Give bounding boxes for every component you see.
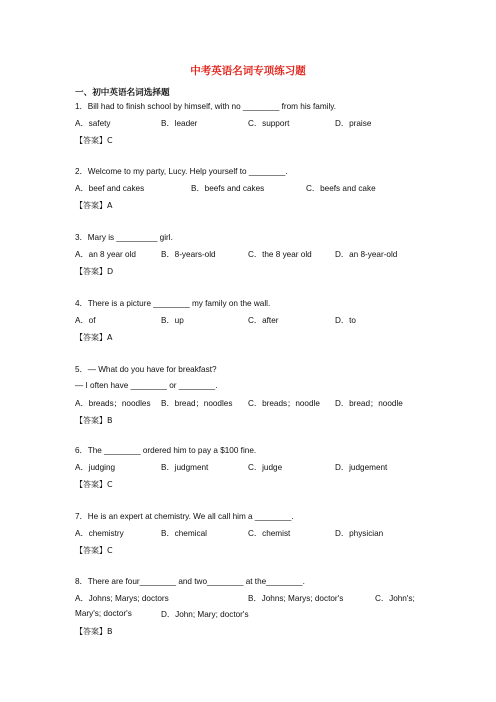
- option-d: D．an 8-year-old: [335, 250, 398, 259]
- option-b: B．8-years-old: [161, 250, 216, 259]
- option-a: A．Johns; Marys; doctors: [75, 594, 169, 603]
- question-stem: 7．He is an expert at chemistry. We all call him a ________.: [75, 512, 294, 521]
- option-a: A．beef and cakes: [75, 184, 145, 193]
- section-heading: 一、初中英语名词选择题: [75, 88, 170, 98]
- option-c: C．John's;: [375, 594, 415, 603]
- option-d: D．to: [335, 316, 356, 325]
- answer: 【答案】B: [75, 416, 113, 425]
- option-d: D．judgement: [335, 463, 388, 472]
- option-d: D．physician: [335, 529, 384, 538]
- answer: 【答案】C: [75, 136, 113, 145]
- option-b: B．up: [161, 316, 184, 325]
- question-stem-line-2: — I often have ________ or ________.: [75, 381, 218, 390]
- option-d: D．bread；noodle: [335, 399, 403, 408]
- option-b: B．bread；noodles: [161, 399, 233, 408]
- answer: 【答案】C: [75, 480, 113, 489]
- option-c-continued: Mary's; doctor's: [75, 609, 132, 618]
- option-b: B．leader: [161, 119, 198, 128]
- option-c: C．breads；noodle: [248, 399, 320, 408]
- option-c: C．after: [248, 316, 279, 325]
- question-stem: 8．There are four________ and two________ at the________.: [75, 577, 305, 586]
- question-stem: 1．Bill had to finish school by himself, with no ________ from his family.: [75, 102, 337, 111]
- option-a: A．an 8 year old: [75, 250, 136, 259]
- question-stem: 4．There is a picture ________ my family on the wall.: [75, 299, 271, 308]
- option-c: C．support: [248, 119, 290, 128]
- option-c: C．chemist: [248, 529, 291, 538]
- option-c: C．the 8 year old: [248, 250, 312, 259]
- option-d: D．praise: [335, 119, 372, 128]
- option-a: A．judging: [75, 463, 116, 472]
- option-b: B．Johns; Marys; doctor's: [248, 594, 344, 603]
- option-a: A．safety: [75, 119, 111, 128]
- option-a: A．of: [75, 316, 96, 325]
- question-stem: 3．Mary is _________ girl.: [75, 233, 173, 242]
- option-b: B．chemical: [161, 529, 207, 538]
- option-c: C．beefs and cake: [306, 184, 376, 193]
- question-stem: 2．Welcome to my party, Lucy. Help yourself to ________.: [75, 167, 288, 176]
- option-c: C．judge: [248, 463, 283, 472]
- answer: 【答案】D: [75, 267, 114, 276]
- question-stem: 5．— What do you have for breakfast?: [75, 365, 217, 374]
- answer: 【答案】B: [75, 627, 113, 636]
- option-b: B．beefs and cakes: [191, 184, 265, 193]
- option-a: A．chemistry: [75, 529, 124, 538]
- page-title: 中考英语名词专项练习题: [190, 65, 306, 77]
- answer: 【答案】C: [75, 546, 113, 555]
- option-a: A．breads；noodles: [75, 399, 151, 408]
- option-b: B．judgment: [161, 463, 209, 472]
- question-stem: 6．The ________ ordered him to pay a $100 fine.: [75, 446, 257, 455]
- answer: 【答案】A: [75, 333, 113, 342]
- option-d: D．John; Mary; doctor's: [161, 610, 249, 619]
- answer: 【答案】A: [75, 201, 113, 210]
